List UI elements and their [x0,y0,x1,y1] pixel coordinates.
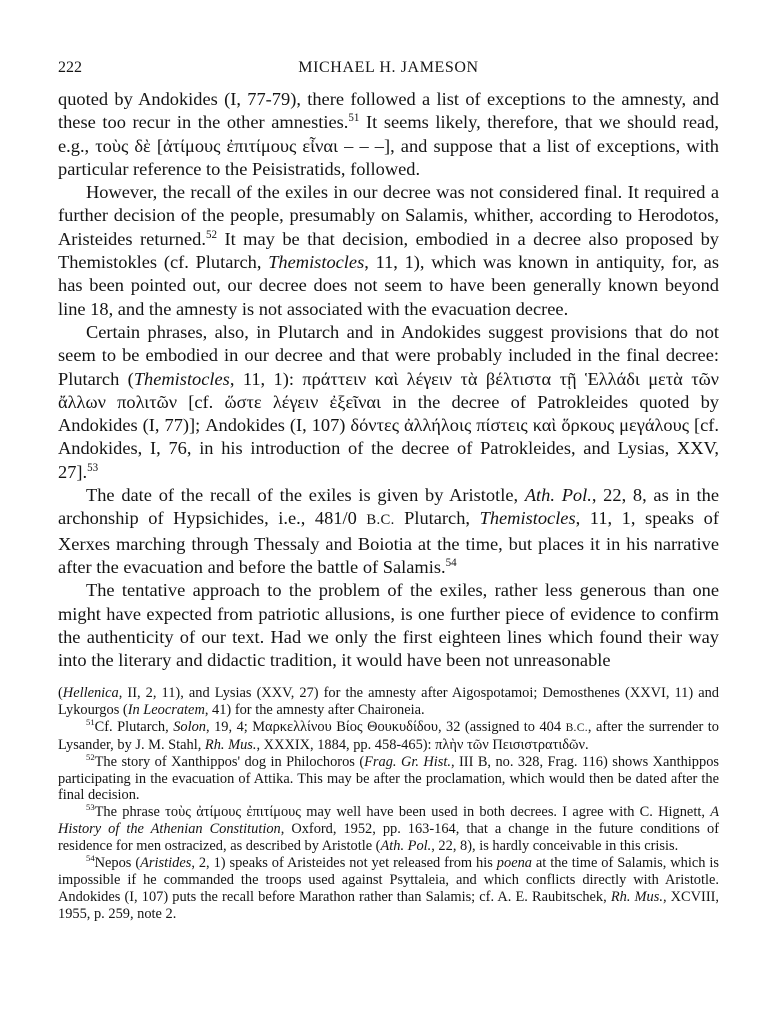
note-ref-51: 51 [348,112,360,125]
text: The phrase τοὺς ἀτίμους ἐπιτίμους may well have been used in both decrees. I agree with C. Hignett, [94,804,711,821]
text: quoted by Andokides (I, 77-79), there followed a list of exceptions to the amnesty, and these too recur in the other amnesties. [58,89,719,133]
work-title: In Leocratem [127,701,205,718]
running-title: MICHAEL H. JAMESON [298,59,479,76]
work-title: Ath. Pol. [380,838,432,855]
work-title: Themistocles [479,508,576,529]
work-title: Themistocles [268,252,365,273]
page-number: 222 [58,59,82,76]
text: Certain phrases, also, in Plutarch and in Andokides suggest provisions that do not seem to be embodied in our decree and that were probably included in the final decree: Plutarch ( [58,321,719,389]
work-title: Aristides [140,855,192,872]
text: , 11, 1): πράττειν καὶ λέγειν τὰ βέλτιστα τῇ Ἑλλάδι μετὰ τῶν ἄλλων πολιτῶν [cf. ὥστε λέγειν ἐξεῖναι in the decree of Patrokleides quoted by Andokides (I, 77)]; Andokides (I, 107) δόντες ἀλλήλοις πίστεις καὶ ὅρκους μεγάλους [cf. Andokides, I, 76, in his introduction of the decree of Patrokleides, and Lysias, XXV, 27]. [58,368,720,482]
footnote-number: 52 [86,751,95,762]
paragraph-4 [58,484,719,579]
text: , after the surrender to Lysander, by J. M. Stahl, [58,718,719,753]
footnotes [58,685,719,923]
paragraph-5: The tentative approach to the problem of the exiles, rather less generous than one might have expected from patriotic allusions, is one further piece of evidence to confirm the authenticity of our text. Had we only the first eighteen lines which found their way into the literary and didactic tradition, it would have been not unreasonable [58,580,719,671]
text: It may be that decision, embodied in a decree also proposed by Themistokles (cf. Plutarch, [58,228,719,273]
text: Nepos ( [94,855,141,872]
note-ref-54: 54 [445,556,457,569]
text: Plutarch, [394,508,480,529]
text: , Oxford, 1952, pp. 163-164, that a change in the future conditions of residence for men ostracized, as described by Aristotle ( [58,821,719,855]
work-title: Hellenica [62,685,119,701]
work-title: Themistocles [133,368,230,389]
footnote-51 [58,719,719,754]
text: It seems likely, therefore, that we should read, e.g., τοὺς δὲ [ἀτίμους ἐπιτίμους εἶναι – – –], and suppose that a list of exceptions, with particular reference to the Peisistratids, followed. [58,112,719,179]
text: , 22, 8), is hardly conceivable in this crisis. [431,838,679,855]
work-title: Ath. Pol. [524,485,592,506]
footnote-number: 54 [86,853,95,864]
text: , III B, no. 328, Frag. 116) shows Xanthippos participating in the evacuation of Attika. This may be after the proclamation, which would then be dated after the final decision. [58,753,719,804]
footnote-53 [58,804,719,855]
body-text [58,88,719,672]
text: Cf. Plutarch, [94,718,174,735]
work-title: Rh. Mus. [610,888,663,905]
text: , 11, 1), which was known in antiquity, for, as has been pointed out, our decree does not seem to have been generally known beyond line 18, and the amnesty is not associated with the evacuation decree. [58,252,719,319]
text: The date of the recall of the exiles is given by Aristotle, [86,485,525,506]
text: at the time of Salamis, which is impossible if he commanded the troops used against Psyttaleia, and which conflicts directly with Aristotle. Andokides (I, 107) puts the recall before Marathon rather than Salamis; cf. A. E. Raubitschek, [58,855,719,905]
text: , XCVIII, 1955, p. 259, note 2. [58,888,720,922]
paragraph-1 [58,88,719,181]
text: , II, 2, 11), and Lysias (XXV, 27) for the amnesty after Aigospotamoi; Demosthenes (XXVI, 11) and Lykourgos ( [58,685,719,718]
text: , 2, 1) speaks of Aristeides not yet released from his [191,855,497,872]
page [58,58,719,672]
text: , 41) for the amnesty after Chaironeia. [204,701,425,718]
footnote-continued: (Hellenica, II, 2, 11), and Lysias (XXV, 27) for the amnesty after Aigospotamoi; Demosthenes (XXVI, 11) and Lykourgos (In Leocratem, 41) for the amnesty after Chaironeia. [58,685,719,718]
work-title: A History of the Athenian Constitution [58,804,719,838]
text: , XXXIX, 1884, pp. 458-465): πλὴν τῶν Πεισιστρατιδῶν. [256,736,589,753]
footnote-number: 53 [86,802,95,813]
era-abbrev: B.C. [565,721,588,734]
text: , 22, 8, as in the archonship of Hypsichides, i.e., 481/0 [58,485,719,529]
era-abbrev: B.C. [366,512,395,529]
work-title: poena [496,855,532,872]
work-title: Solon [173,718,206,735]
footnote-52 [58,751,719,805]
text: The story of Xanthippos' dog in Philochoros ( [94,753,365,770]
footnote-number: 51 [86,717,95,728]
text: However, the recall of the exiles in our decree was not considered final. It required a further decision of the people, presumably on Salamis, whither, according to Herodotos, Aristeides returned. [58,182,719,249]
text: , 19, 4; Μαρκελλίνου Βίος Θουκυδίδου, 32 (assigned to 404 [205,718,566,735]
work-title: Frag. Gr. Hist. [364,753,451,770]
paragraph-3 [58,321,719,484]
footnote-54 [58,855,719,923]
work-title: Rh. Mus. [204,736,257,753]
paragraph-2 [58,181,719,321]
note-ref-52: 52 [205,228,217,241]
note-ref-53: 53 [87,461,99,474]
running-head [58,58,719,88]
text: , 11, 1, speaks of Xerxes marching through Thessaly and Boiotia at the time, but places it in his narrative after the evacuation and before the battle of Salamis. [58,508,719,577]
